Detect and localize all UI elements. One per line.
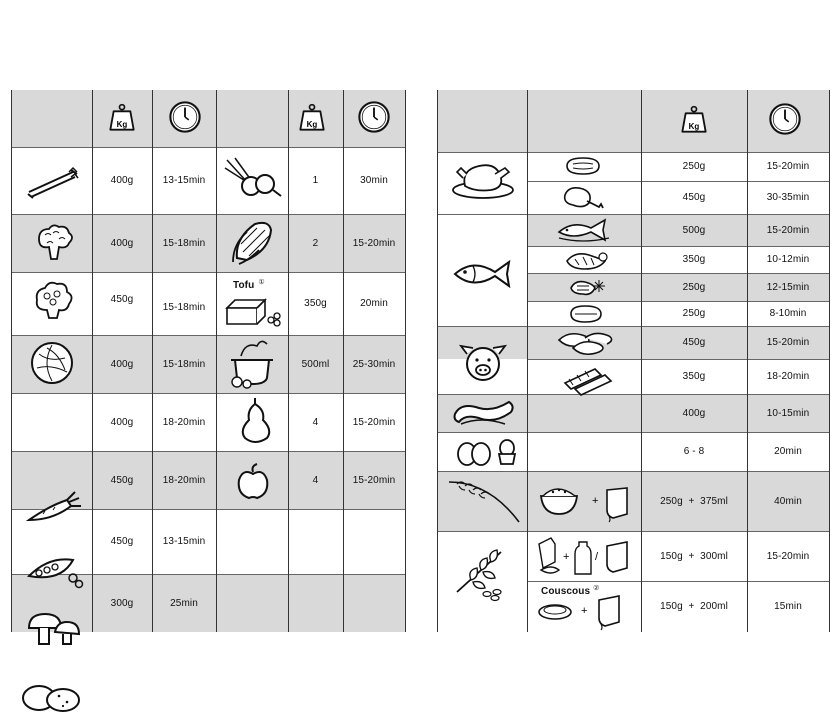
time-value: 15min (774, 601, 802, 612)
pork-ribs-icon (561, 363, 613, 393)
row-band (217, 574, 406, 632)
couscous-label: Couscous ② (541, 585, 600, 597)
rice-bowl-water-icon (537, 482, 637, 522)
weight-kg-icon (679, 104, 709, 136)
time-value: 15-20min (766, 224, 810, 236)
svg-text:+: + (563, 551, 570, 563)
pig-icon (457, 342, 509, 384)
weight-value: 250g (682, 161, 706, 172)
time-value: 15-18min (162, 237, 206, 249)
frozen-fish-icon (567, 276, 605, 298)
time-value: 15-18min (162, 358, 206, 370)
time-value: 12-15min (766, 281, 810, 293)
fish-steak-icon (567, 304, 605, 324)
weight-value: 400g (110, 237, 134, 249)
time-value: 15-20min (766, 161, 810, 172)
rice-plant-icon (445, 476, 521, 526)
weight-value: 400g (110, 358, 134, 370)
weight-value: 450g (110, 474, 134, 486)
time-value: 18-20min (162, 474, 206, 486)
weight-kg-icon (107, 102, 137, 134)
clock-icon (357, 100, 391, 134)
weight-value: 150g + 200ml (660, 601, 728, 612)
fish-fillet-icon (563, 249, 609, 271)
weight-value: 450g (110, 294, 134, 305)
weight-value: 400g (110, 416, 134, 428)
whole-fish-icon (555, 216, 615, 244)
carrot-icon (25, 490, 83, 526)
quantity-value: 500ml (301, 358, 330, 370)
potatoes-icon (19, 680, 83, 716)
pork-slices-icon (555, 330, 615, 356)
grain-stalk-icon (451, 548, 517, 600)
soup-pot-icon (227, 338, 281, 390)
weight-value: 250g + 375ml (660, 495, 728, 507)
tofu-icon (223, 294, 283, 330)
time-value: 25-30min (352, 358, 396, 370)
time-value: 10-12min (766, 254, 810, 265)
sausage-icon (451, 398, 515, 428)
time-value: 10-15min (766, 407, 810, 419)
time-value: 13-15min (162, 536, 206, 547)
quantity-value: 4 (312, 416, 319, 428)
vegetable-cooking-table (11, 90, 406, 632)
time-value: 25min (170, 597, 198, 609)
weight-value: 450g (110, 536, 134, 547)
clock-icon (768, 102, 802, 136)
time-value: 30-35min (766, 192, 810, 203)
weight-value: 250g (682, 281, 706, 293)
weight-value: 150g + 300ml (660, 550, 728, 562)
quantity-value: 350g (304, 298, 327, 309)
quantity-value: 2 (312, 237, 319, 249)
asparagus-icon (25, 160, 79, 200)
time-value: 40min (774, 495, 802, 507)
quantity-value: 1 (312, 175, 319, 186)
weight-value: 300g (110, 597, 134, 609)
weight-value: 400g (682, 407, 706, 419)
svg-text:Kg: Kg (688, 122, 700, 131)
chicken-breast-icon (563, 156, 603, 176)
corn-icon (229, 218, 277, 266)
roast-chicken-icon (451, 160, 515, 200)
apple-icon (235, 462, 271, 502)
cabbage-icon (29, 340, 75, 386)
svg-text:/: / (595, 551, 599, 563)
weight-value: 450g (682, 337, 706, 348)
fish-icon (451, 256, 515, 292)
time-value: 18-20min (162, 416, 206, 428)
time-value: 15-20min (352, 237, 396, 249)
weight-value: 350g (682, 254, 706, 265)
chicken-leg-icon (561, 185, 605, 211)
eggs-icon (455, 436, 517, 468)
time-value: 30min (360, 175, 388, 186)
time-value: 15-20min (352, 474, 396, 486)
cauliflower-icon (31, 280, 75, 324)
weight-value: 250g (682, 308, 706, 319)
weight-value: 500g (682, 224, 706, 236)
svg-text:+: + (592, 495, 599, 507)
time-value: 20min (774, 446, 802, 457)
pear-icon (235, 394, 275, 444)
broccoli-icon (31, 223, 75, 263)
header-band (11, 90, 406, 147)
grain-milk-icon (535, 534, 639, 580)
time-value: 15-20min (766, 550, 810, 562)
time-value: 15-20min (766, 337, 810, 348)
time-value: 13-15min (162, 175, 206, 186)
weight-value: 400g (110, 175, 134, 186)
time-value: 18-20min (766, 371, 810, 382)
time-value: 15-20min (352, 416, 396, 428)
beetroot-icon (221, 156, 283, 198)
weight-value: 350g (682, 371, 706, 382)
peas-icon (25, 552, 83, 588)
tofu-label: Tofu ① (233, 279, 265, 291)
weight-value: 450g (682, 192, 706, 203)
quantity-value: 6 - 8 (683, 446, 705, 457)
quantity-value: 4 (312, 474, 319, 486)
mushrooms-icon (25, 610, 83, 650)
clock-icon (168, 100, 202, 134)
svg-text:Kg: Kg (306, 120, 318, 129)
time-value: 20min (360, 298, 388, 309)
meat-grain-cooking-table (437, 90, 830, 632)
couscous-icon (537, 594, 637, 630)
time-value: 8-10min (769, 308, 807, 319)
svg-text:+: + (581, 605, 588, 617)
time-value: 15-18min (162, 302, 206, 313)
weight-kg-icon (297, 102, 327, 134)
svg-text:Kg: Kg (116, 120, 128, 129)
